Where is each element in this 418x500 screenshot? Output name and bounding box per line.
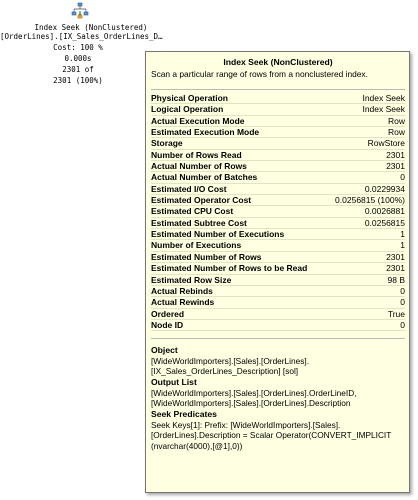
property-label: Ordered bbox=[151, 308, 185, 319]
property-label: Estimated Row Size bbox=[151, 274, 232, 285]
property-row bbox=[151, 229, 405, 240]
property-value: 1 bbox=[400, 240, 405, 251]
seek-predicates-section bbox=[151, 409, 405, 450]
property-label: Estimated Operator Cost bbox=[151, 195, 252, 206]
property-row bbox=[151, 240, 405, 251]
property-value: RowStore bbox=[367, 138, 405, 149]
section-heading: Output List bbox=[151, 377, 197, 388]
property-row bbox=[151, 127, 405, 138]
property-label: Actual Execution Mode bbox=[151, 115, 245, 126]
property-value: Index Seek bbox=[362, 93, 405, 103]
property-label: Estimated CPU Cost bbox=[151, 206, 234, 217]
section-body bbox=[151, 420, 405, 451]
property-row bbox=[151, 320, 405, 331]
property-value: 0 bbox=[400, 319, 405, 330]
tooltip-divider bbox=[151, 89, 405, 90]
section-line: (nvarchar(4000),[@1],0)) bbox=[151, 440, 243, 451]
tooltip-properties bbox=[151, 93, 405, 331]
section-line: [WideWorldImporters].[Sales].[OrderLines].Description bbox=[151, 398, 351, 409]
property-row bbox=[151, 286, 405, 297]
operator-rows: 2301 of bbox=[62, 65, 94, 74]
property-row bbox=[151, 206, 405, 217]
property-row bbox=[151, 263, 405, 274]
property-row bbox=[151, 138, 405, 149]
property-row bbox=[151, 184, 405, 195]
property-label: Number of Rows Read bbox=[151, 149, 242, 160]
property-label: Logical Operation bbox=[151, 104, 224, 115]
operator-rows-pct: 2301 (100%) bbox=[53, 76, 103, 85]
property-label: Actual Rewinds bbox=[151, 297, 215, 308]
property-label: Number of Executions bbox=[151, 240, 242, 251]
property-row bbox=[151, 297, 405, 308]
tooltip-title: Index Seek (NonClustered) bbox=[223, 57, 333, 67]
property-row bbox=[151, 252, 405, 263]
property-row bbox=[151, 161, 405, 172]
property-value: 0 bbox=[400, 285, 405, 296]
tooltip-divider bbox=[151, 338, 405, 339]
property-value: 2301 bbox=[386, 161, 405, 172]
output-list-section bbox=[151, 377, 405, 408]
property-value: 0.0256815 bbox=[364, 217, 405, 228]
property-row bbox=[151, 93, 405, 104]
property-value: 1 bbox=[400, 229, 405, 240]
section-line: Seek Keys[1]: Prefix: [WideWorldImporters].[Sales]. bbox=[151, 419, 341, 430]
property-value: 2301 bbox=[386, 251, 405, 262]
property-row bbox=[151, 104, 405, 115]
property-row bbox=[151, 309, 405, 320]
property-label: Storage bbox=[151, 138, 183, 149]
property-label: Estimated I/O Cost bbox=[151, 183, 227, 194]
property-value: Index Seek bbox=[362, 104, 405, 115]
index-seek-icon[interactable] bbox=[68, 2, 92, 20]
operator-object: [OrderLines].[IX_Sales_OrderLines_D… bbox=[0, 32, 163, 41]
property-label: Estimated Execution Mode bbox=[151, 127, 260, 138]
section-heading: Seek Predicates bbox=[151, 409, 217, 420]
property-row bbox=[151, 172, 405, 183]
operator-cost: Cost: 100 % bbox=[53, 43, 103, 52]
section-line: [OrderLines].Description = Scalar Operator(CONVERT_IMPLICIT bbox=[151, 430, 392, 441]
property-value: Row bbox=[387, 127, 405, 138]
property-value: 0.0229934 bbox=[364, 183, 405, 194]
operator-tooltip bbox=[145, 51, 410, 493]
property-label: Estimated Number of Rows bbox=[151, 251, 262, 262]
property-value: 0.0256815 (100%) bbox=[335, 195, 405, 206]
section-line: [WideWorldImporters].[Sales].[OrderLines]. bbox=[151, 355, 310, 366]
property-row bbox=[151, 218, 405, 229]
operator-time: 0.000s bbox=[64, 54, 92, 63]
property-label: Physical Operation bbox=[151, 93, 228, 103]
property-value: 0.0026881 bbox=[364, 206, 405, 217]
object-section bbox=[151, 345, 405, 376]
property-value: True bbox=[387, 308, 405, 319]
property-label: Actual Number of Rows bbox=[151, 161, 247, 172]
section-body bbox=[151, 388, 405, 409]
property-value: 2301 bbox=[386, 263, 405, 274]
property-label: Estimated Number of Executions bbox=[151, 229, 285, 240]
property-value: Row bbox=[387, 115, 405, 126]
property-label: Node ID bbox=[151, 319, 184, 330]
property-row bbox=[151, 150, 405, 161]
section-line: [IX_Sales_OrderLines_Description] [sol] bbox=[151, 366, 299, 377]
property-label: Actual Number of Batches bbox=[151, 172, 258, 183]
tooltip-description: Scan a particular range of rows from a nonclustered index. bbox=[151, 69, 368, 79]
property-value: 98 B bbox=[387, 274, 405, 285]
operator-name[interactable]: Index Seek (NonClustered) bbox=[34, 23, 148, 32]
property-row bbox=[151, 116, 405, 127]
section-body bbox=[151, 356, 405, 377]
property-label: Estimated Subtree Cost bbox=[151, 217, 247, 228]
property-value: 0 bbox=[400, 297, 405, 308]
property-label: Estimated Number of Rows to be Read bbox=[151, 263, 308, 274]
property-row bbox=[151, 195, 405, 206]
section-heading: Object bbox=[151, 345, 178, 356]
property-value: 2301 bbox=[386, 149, 405, 160]
property-value: 0 bbox=[400, 172, 405, 183]
property-label: Actual Rebinds bbox=[151, 285, 213, 296]
property-row bbox=[151, 275, 405, 286]
section-line: [WideWorldImporters].[Sales].[OrderLines].OrderLineID, bbox=[151, 387, 357, 398]
